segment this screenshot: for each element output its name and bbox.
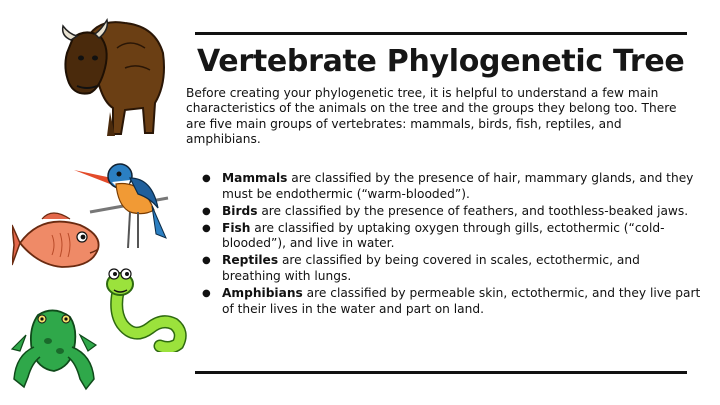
bullet-text: are classified by the presence of hair, mammary glands, and they must be endothermic (“warm-blooded”). [222, 171, 694, 201]
frog-illustration [8, 305, 100, 397]
bison-illustration [55, 8, 175, 138]
list-item [202, 171, 702, 202]
bullet-term: Birds [222, 203, 258, 218]
bullet-text: are classified by being covered in scales, ectothermic, and breathing with lungs. [222, 253, 640, 284]
list-item [202, 286, 702, 317]
fish-illustration [12, 205, 107, 275]
bullet-text: are classified by uptaking oxygen through gills, ectothermic (“cold-blooded”), and live in water. [222, 220, 665, 251]
bullet-text: are classified by the presence of feathers, and toothless-beaked jaws. [257, 203, 689, 218]
bullet-icon: ● [202, 288, 211, 300]
bullet-icon: ● [202, 255, 211, 267]
snake-illustration [100, 262, 190, 352]
vertebrate-group-list [202, 171, 702, 319]
bullet-term: Mammals [222, 171, 288, 185]
bullet-text: are classified by permeable skin, ectothermic, and they live part of their lives in the water and part on land. [222, 286, 701, 316]
bullet-icon: ● [202, 205, 211, 217]
bullet-icon: ● [202, 173, 211, 184]
bullet-term: Fish [222, 220, 251, 235]
bullet-term: Amphibians [222, 286, 303, 301]
bullet-term: Reptiles [222, 253, 279, 268]
top-divider [195, 32, 687, 35]
slide-title: Vertebrate Phylogenetic Tree [197, 44, 685, 79]
bullet-icon: ● [202, 222, 211, 234]
list-item [202, 253, 702, 284]
bottom-divider [195, 371, 687, 374]
list-item [202, 204, 702, 220]
intro-paragraph: Before creating your phylogenetic tree, it is helpful to understand a few main characteristics of the animals on the tree and the groups they belong too. There are five main groups of vertebrates: mammals, birds, fish, reptiles, and amphibians. [186, 86, 677, 147]
list-item [202, 221, 702, 252]
